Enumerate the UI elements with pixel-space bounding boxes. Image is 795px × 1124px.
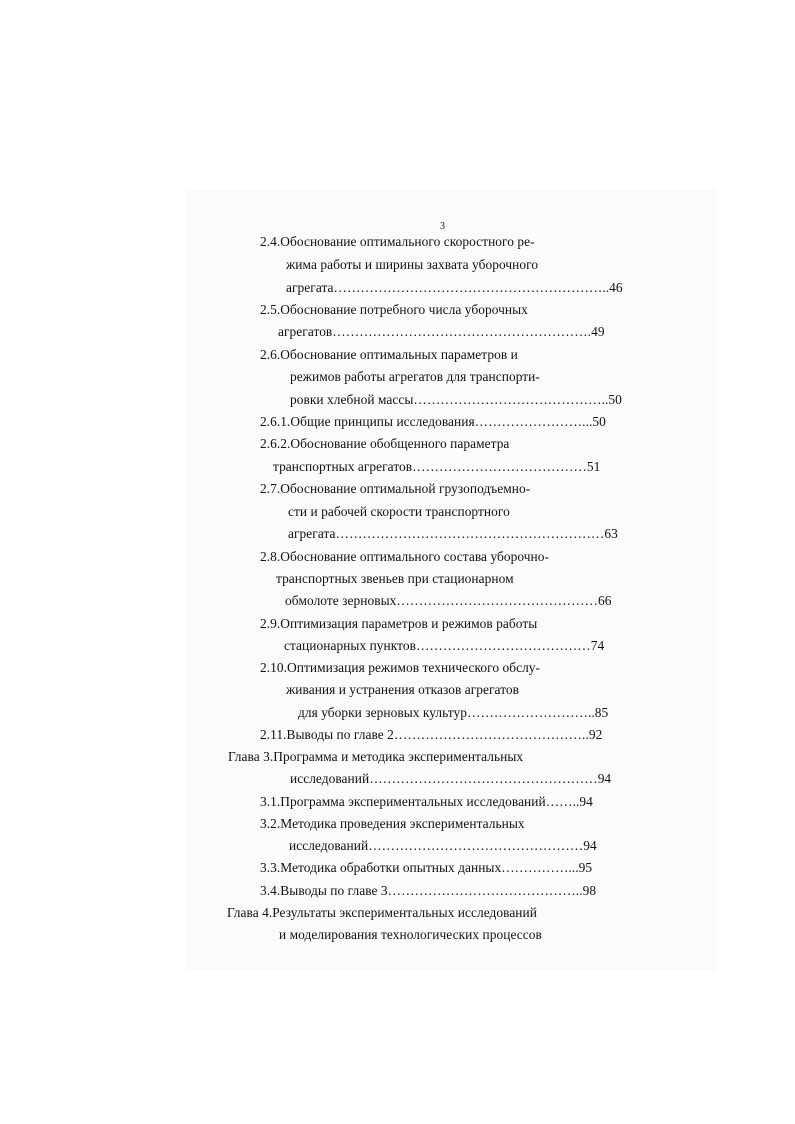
page-number: 3 xyxy=(440,221,445,232)
toc-line: живания и устранения отказов агрегатов xyxy=(286,682,520,697)
toc-line: Глава 3.Программа и методика экспериментальных xyxy=(228,749,524,764)
toc-line: 3.4.Выводы по главе 3……………………………………..98 xyxy=(260,883,597,898)
toc-line: агрегатов………………………………………………….49 xyxy=(278,324,605,339)
toc-line: обмолоте зерновых………………………………………66 xyxy=(285,593,612,608)
toc-line: исследований…………………………………………94 xyxy=(289,838,597,853)
toc-line: и моделирования технологических процессов xyxy=(279,927,542,942)
toc-line: агрегата……………………………………………………..46 xyxy=(286,280,623,295)
toc-line: стационарных пунктов…………………………………74 xyxy=(284,638,605,653)
toc-line: 3.2.Методика проведения экспериментальных xyxy=(260,816,525,831)
toc-line: 2.8.Обоснование оптимального состава уборочно- xyxy=(260,549,550,564)
toc-line: исследований……………………………………………94 xyxy=(290,771,612,786)
toc-line: режимов работы агрегатов для транспорти- xyxy=(290,369,540,384)
toc-line: 2.7.Обоснование оптимальной грузоподъемно- xyxy=(260,481,531,496)
toc-line: 2.9.Оптимизация параметров и режимов работы xyxy=(260,616,538,631)
toc-line: сти и рабочей скорости транспортного xyxy=(288,504,510,519)
toc-line: 2.6.Обоснование оптимальных параметров и xyxy=(260,347,518,362)
toc-line: транспортных агрегатов…………………………………51 xyxy=(273,459,601,474)
toc-line: агрегата……………………………………………………63 xyxy=(288,526,618,541)
toc-line: Глава 4.Результаты экспериментальных исследований xyxy=(227,905,537,920)
toc-line: 2.6.1.Общие принципы исследования……………………...50 xyxy=(260,414,606,429)
toc-line: 2.4.Обоснование оптимального скоростного ре- xyxy=(260,234,535,249)
toc-line: 2.6.2.Обоснование обобщенного параметра xyxy=(260,436,510,451)
toc-line: транспортных звеньев при стационарном xyxy=(276,571,514,586)
toc-line: для уборки зерновых культур………………………..85 xyxy=(298,705,609,720)
toc-line: 3.3.Методика обработки опытных данных……………...95 xyxy=(260,860,593,875)
toc-line: 3.1.Программа экспериментальных исследований……..94 xyxy=(260,794,593,809)
toc-line: 2.10.Оптимизация режимов технического обслу- xyxy=(260,660,541,675)
toc-line: 2.5.Обоснование потребного числа уборочных xyxy=(260,302,528,317)
toc-line: ровки хлебной массы……………………………………..50 xyxy=(290,392,622,407)
toc-line: жима работы и ширины захвата уборочного xyxy=(286,257,539,272)
toc-line: 2.11.Выводы по главе 2……………………………………..92 xyxy=(260,727,603,742)
